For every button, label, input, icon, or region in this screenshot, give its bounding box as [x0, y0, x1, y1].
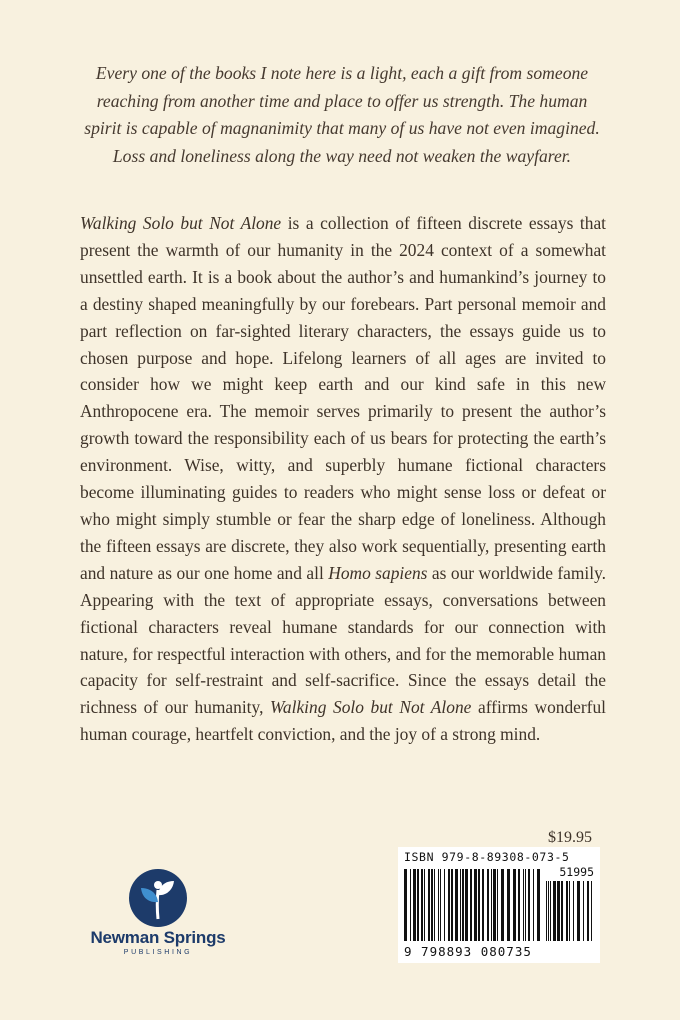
- barcode-bar: [462, 869, 464, 941]
- barcode-bar: [528, 869, 530, 941]
- description-text: is a collection of fifteen discrete essays that present the warmth of our humanity in the 2024 context of a somewhat unsettled earth. It is a book about the author’s and humankind’s journey to a destiny shaped meaningfully by our forebears. Part personal memoir and part reflection on far-sighted literary characters, the essays guide us to chosen purpose and hope. Lifelong learners of all ages are invited to consider how we might keep earth and our kind safe in this new Anthropocene era. The memoir serves primarily to present the author’s growth toward the responsibility each of us bears for protecting the earth’s environment. Wise, witty, and superbly humane fictional characters become illuminating guides to readers who might sense loss or defeat or who might simply stumble or fear the sharp edge of loneliness. Although the fifteen essays are discrete, they also work sequentially, presenting earth and nature as our one home and all: [80, 213, 607, 583]
- barcode-bar: [465, 869, 468, 941]
- barcode-bar: [404, 869, 407, 941]
- species-term: Homo sapiens: [328, 562, 428, 583]
- barcode-bar: [561, 881, 563, 941]
- barcode-bar: [444, 869, 445, 941]
- barcode-bar: [546, 881, 547, 941]
- barcode-bar: [424, 869, 425, 941]
- sprout-icon: [78, 864, 238, 930]
- book-title: Walking Solo but Not Alone: [270, 697, 472, 718]
- barcode-bar: [431, 869, 433, 941]
- barcode-bar: [566, 881, 568, 941]
- barcode-bar: [533, 869, 534, 941]
- barcode-bar: [470, 869, 472, 941]
- barcode-bar: [438, 869, 439, 941]
- barcode-bar: [497, 869, 498, 941]
- barcode-bar: [410, 869, 411, 941]
- barcode-bar: [478, 869, 480, 941]
- barcode-bar: [518, 869, 520, 941]
- barcode-bar: [413, 869, 416, 941]
- barcode-bar: [448, 869, 450, 941]
- barcode-bar: [591, 881, 592, 941]
- barcode-bar: [482, 869, 484, 941]
- barcode-bar: [507, 869, 510, 941]
- barcode-bar: [434, 869, 435, 941]
- description-text: as our worldwide family. Appearing with the text of appropriate essays, conversations between fictional characters reveal humane standards for our connection with nature, for respectful interaction with others, and for the memorable human capacity for self-restraint and self-sacrifice. Since the essays detail the richness of our humanity,: [80, 562, 606, 718]
- barcode-bar: [583, 881, 584, 941]
- book-description: [80, 210, 606, 748]
- price-code: 51995: [559, 865, 594, 879]
- barcode-bar: [553, 881, 556, 941]
- barcode: [398, 847, 600, 963]
- barcode-bar: [550, 881, 551, 941]
- barcode-bar: [487, 869, 489, 941]
- barcode-bar: [440, 869, 441, 941]
- barcode-bar: [548, 881, 549, 941]
- publisher-name: Newman Springs: [90, 928, 226, 947]
- isbn-label: ISBN 979-8-89308-073-5: [404, 850, 570, 864]
- description-text: affirms wonderful human courage, heartfelt conviction, and the joy of a strong mind.: [80, 697, 606, 745]
- opening-quote: Every one of the books I note here is a light, each a gift from someone reaching from another time and place to offer us strength. The human spirit is capable of magnanimity that many of us have not even imagined. Loss and loneliness along the way need not weaken the wayfarer.: [84, 63, 600, 166]
- barcode-bar: [474, 869, 477, 941]
- publisher-sub: PUBLISHING: [123, 949, 193, 956]
- barcode-bar: [537, 869, 540, 941]
- barcode-bar: [460, 869, 461, 941]
- barcode-bar: [491, 869, 492, 941]
- barcode-bar: [577, 881, 580, 941]
- barcode-bar: [421, 869, 423, 941]
- barcode-bar: [523, 869, 524, 941]
- barcode-bar: [451, 869, 453, 941]
- barcode-bar: [557, 881, 560, 941]
- book-title: Walking Solo but Not Alone: [80, 213, 282, 233]
- barcode-bar: [455, 869, 458, 941]
- barcode-bar: [573, 881, 574, 941]
- barcode-bar: [525, 869, 526, 941]
- barcode-bar: [493, 869, 496, 941]
- publisher-logo: [78, 864, 238, 960]
- barcode-bar: [587, 881, 589, 941]
- barcode-bar: [417, 869, 419, 941]
- barcode-bars: [404, 865, 594, 941]
- ean-digits: 9 798893 080735: [404, 944, 532, 959]
- barcode-bar: [569, 881, 570, 941]
- barcode-bar: [501, 869, 504, 941]
- barcode-bar: [428, 869, 430, 941]
- price-label: $19.95: [548, 829, 592, 846]
- barcode-bar: [513, 869, 516, 941]
